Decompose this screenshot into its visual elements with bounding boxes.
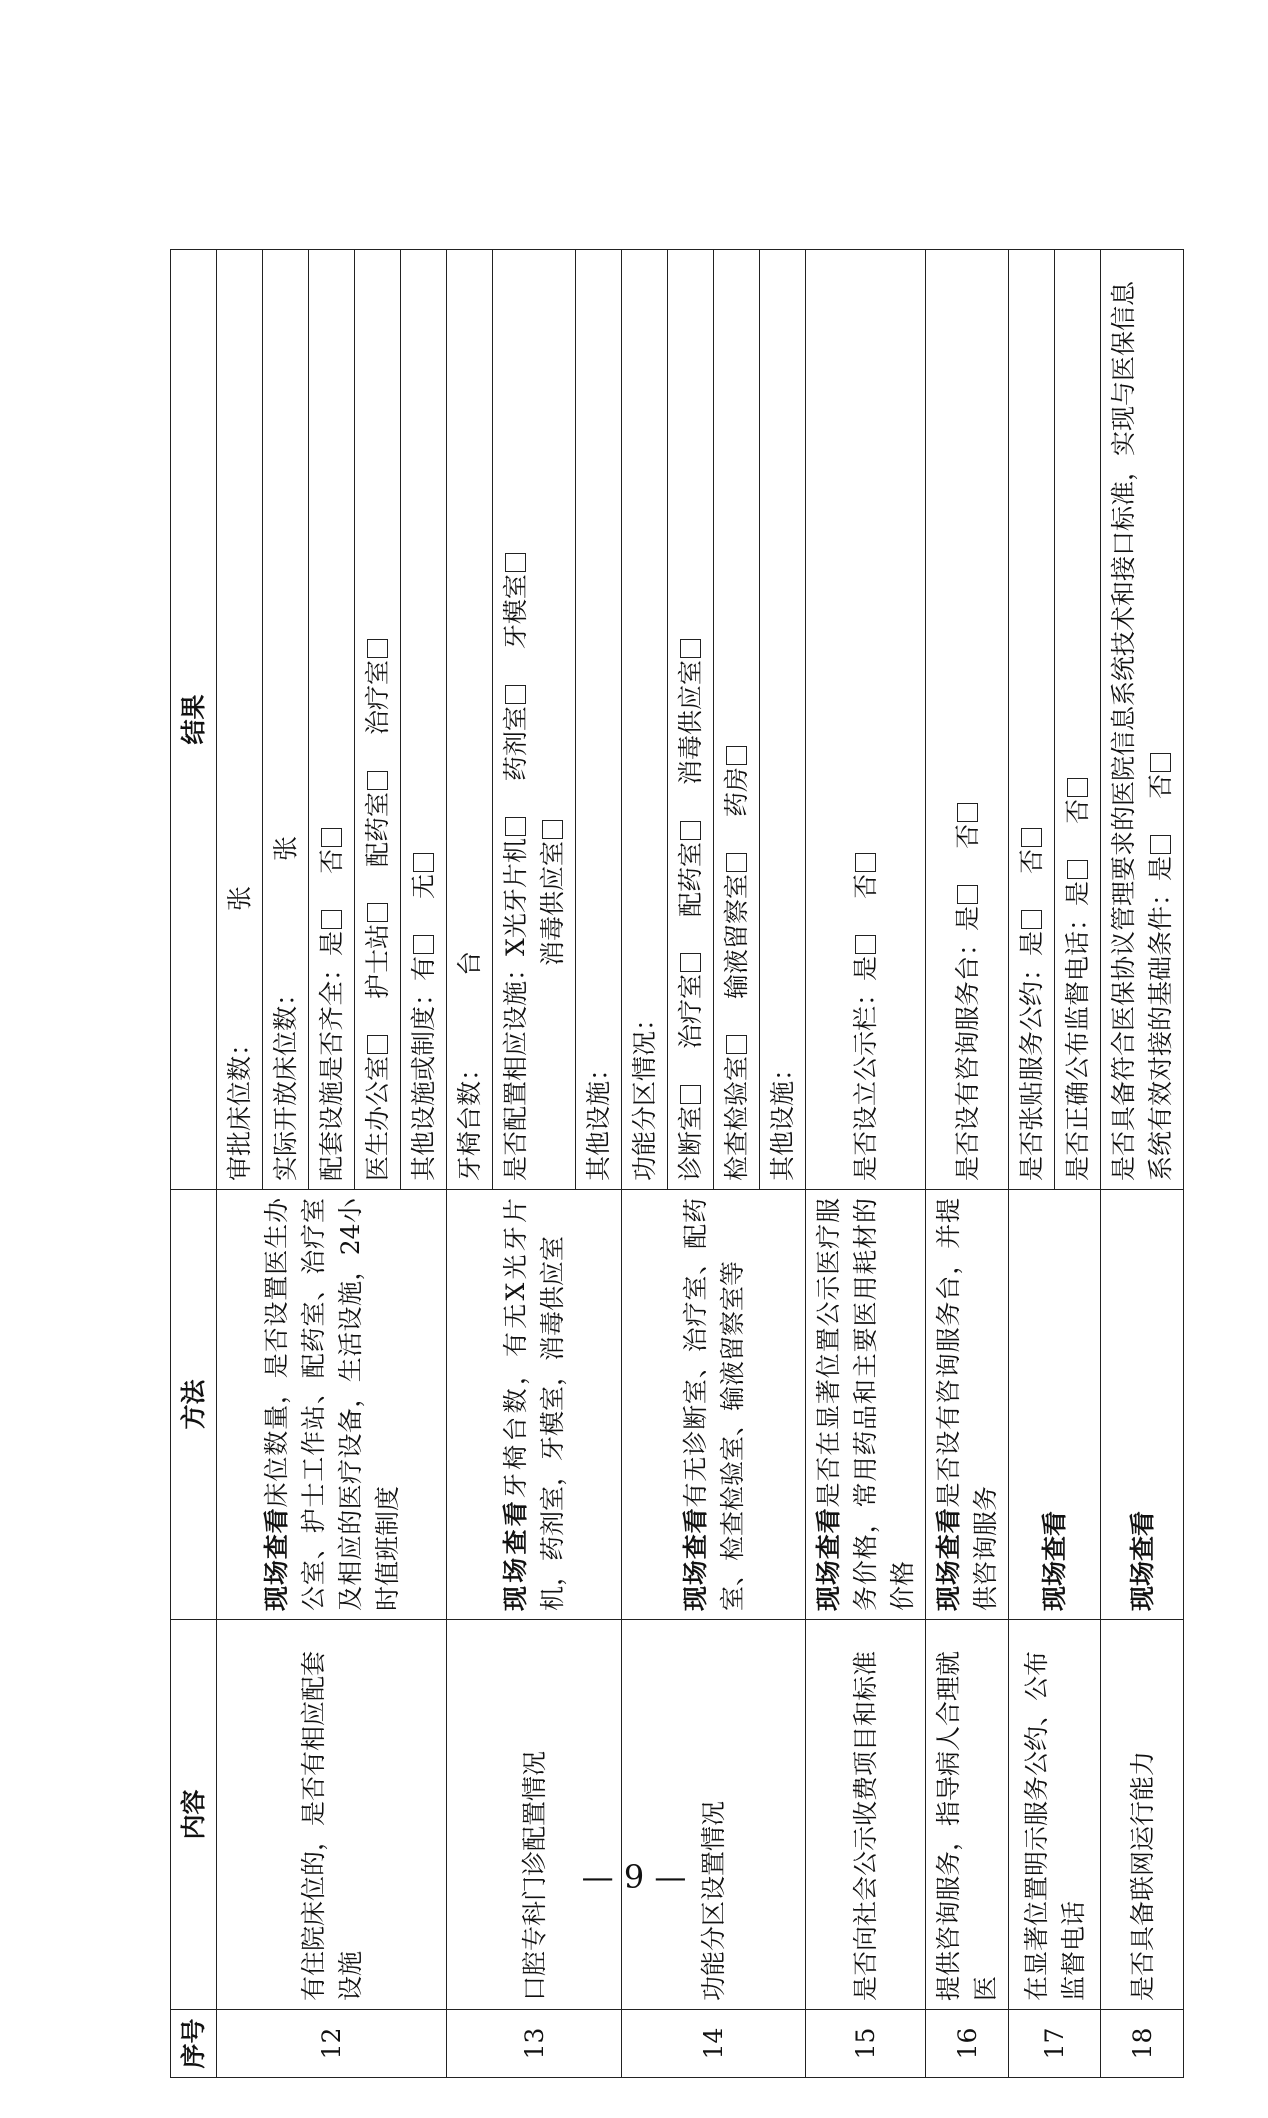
result-line <box>355 250 401 1190</box>
row-content: 提供咨询服务，指导病人合理就医 <box>926 1620 1009 2010</box>
row-method: 现场查看是否在显著位置公示医疗服务价格，常用药品和主要医用耗材的价格 <box>806 1190 926 1620</box>
table-row <box>622 250 668 2078</box>
row-method: 现场查看 <box>1101 1190 1184 1620</box>
row-content: 是否具备联网运行能力 <box>1101 1620 1184 2010</box>
checkbox-item[interactable]: 治疗室 <box>363 639 392 735</box>
page-number: — 9 — <box>581 1858 687 1896</box>
checkbox-no[interactable]: 无 <box>409 853 438 899</box>
row-method: 现场查看是否设有咨询服务台，并提供咨询服务 <box>926 1190 1009 1620</box>
row-content: 功能分区设置情况 <box>622 1620 806 2010</box>
row-number: 18 <box>1101 2010 1184 2078</box>
checkbox-item[interactable]: 检查检验室 <box>722 1035 751 1181</box>
header-result: 结果 <box>171 250 217 1190</box>
table-row <box>1101 250 1184 2078</box>
table-row <box>217 250 263 2078</box>
checkbox-no[interactable]: 否 <box>851 853 880 899</box>
result-line: 其他设施或制度：有无 <box>401 250 447 1190</box>
table-row <box>806 250 926 2078</box>
header-row <box>171 250 217 2078</box>
result-line: 功能分区情况： <box>622 250 668 1190</box>
method-text: 床位数量，是否设置医生办公室、护士工作站、配药室、治疗室及相应的医疗设备，生活设施，24小时值班制度 <box>261 1198 402 1611</box>
checkbox-no[interactable]: 否 <box>317 828 346 874</box>
row-number: 13 <box>447 2010 622 2078</box>
rotated-table-sheet <box>170 250 1175 2078</box>
result-line: 是否设立公示栏：是否 <box>806 250 926 1190</box>
checkbox-yes[interactable]: 是 <box>1063 860 1092 906</box>
row-number: 15 <box>806 2010 926 2078</box>
row-method: 现场查看有无诊断室、治疗室、配药室、检查检验室、输液留察室等 <box>622 1190 806 1620</box>
row-number: 17 <box>1009 2010 1101 2078</box>
header-content: 内容 <box>171 1620 217 2010</box>
checkbox-yes[interactable]: 是 <box>1146 835 1175 881</box>
checkbox-no[interactable]: 否 <box>1017 828 1046 874</box>
result-line <box>714 250 760 1190</box>
checkbox-item[interactable]: 医生办公室 <box>363 1035 392 1181</box>
checkbox-item[interactable]: 药剂室 <box>501 685 530 781</box>
result-line: 是否张贴服务公约：是否 <box>1009 250 1055 1190</box>
checkbox-item[interactable]: 治疗室 <box>676 953 705 1049</box>
result-line: 其他设施： <box>576 250 622 1190</box>
checkbox-item[interactable]: 配药室 <box>363 771 392 867</box>
result-line: 是否具备符合医保协议管理要求的医院信息系统技术和接口标准，实现与医保信息系统有效对接的基础条件：是否 <box>1101 250 1184 1190</box>
result-line: 其他设施： <box>760 250 806 1190</box>
table-row <box>1009 250 1055 2078</box>
result-line: 审批床位数：张 <box>217 250 263 1190</box>
checkbox-item[interactable]: 牙模室 <box>501 553 530 649</box>
method-bold: 现场查看 <box>261 1507 291 1611</box>
row-number: 14 <box>622 2010 806 2078</box>
table-row <box>447 250 493 2078</box>
row-method <box>217 1190 447 1620</box>
checkbox-item[interactable]: 配药室 <box>676 821 705 917</box>
result-line: 实际开放床位数：张 <box>263 250 309 1190</box>
checkbox-yes[interactable]: 是 <box>851 935 880 981</box>
result-line: 是否配置相应设施：X光牙片机药剂室牙模室 消毒供应室 <box>493 250 576 1190</box>
row-content: 有住院床位的，是否有相应配套设施 <box>217 1620 447 2010</box>
result-line <box>668 250 714 1190</box>
checkbox-yes[interactable]: 是 <box>1017 910 1046 956</box>
inspection-table <box>170 249 1184 2078</box>
row-number: 12 <box>217 2010 447 2078</box>
checkbox-item[interactable]: 药房 <box>722 746 751 817</box>
row-method: 现场查看 <box>1009 1190 1101 1620</box>
header-no: 序号 <box>171 2010 217 2078</box>
checkbox-item[interactable]: X光牙片机 <box>501 817 530 956</box>
row-content: 在显著位置明示服务公约、公布监督电话 <box>1009 1620 1101 2010</box>
checkbox-item[interactable]: 消毒供应室 <box>538 820 567 966</box>
checkbox-no[interactable]: 否 <box>953 803 982 849</box>
checkbox-no[interactable]: 否 <box>1146 753 1175 799</box>
checkbox-yes[interactable]: 有 <box>409 935 438 981</box>
row-content: 口腔专科门诊配置情况 <box>447 1620 622 2010</box>
result-line: 配套设施是否齐全：是否 <box>309 250 355 1190</box>
row-method: 现场查看牙椅台数，有无X光牙片机，药剂室，牙模室，消毒供应室 <box>447 1190 622 1620</box>
checkbox-item[interactable]: 消毒供应室 <box>676 639 705 785</box>
result-line: 是否正确公布监督电话：是否 <box>1055 250 1101 1190</box>
row-number: 16 <box>926 2010 1009 2078</box>
table-row <box>926 250 1009 2078</box>
checkbox-no[interactable]: 否 <box>1063 778 1092 824</box>
result-line: 是否设有咨询服务台：是否 <box>926 250 1009 1190</box>
checkbox-yes[interactable]: 是 <box>953 885 982 931</box>
checkbox-item[interactable]: 输液留察室 <box>722 853 751 999</box>
result-line: 牙椅台数：台 <box>447 250 493 1190</box>
checkbox-yes[interactable]: 是 <box>317 910 346 956</box>
checkbox-item[interactable]: 护士站 <box>363 903 392 999</box>
checkbox-item[interactable]: 诊断室 <box>676 1085 705 1181</box>
header-method: 方法 <box>171 1190 217 1620</box>
row-content: 是否向社会公示收费项目和标准 <box>806 1620 926 2010</box>
